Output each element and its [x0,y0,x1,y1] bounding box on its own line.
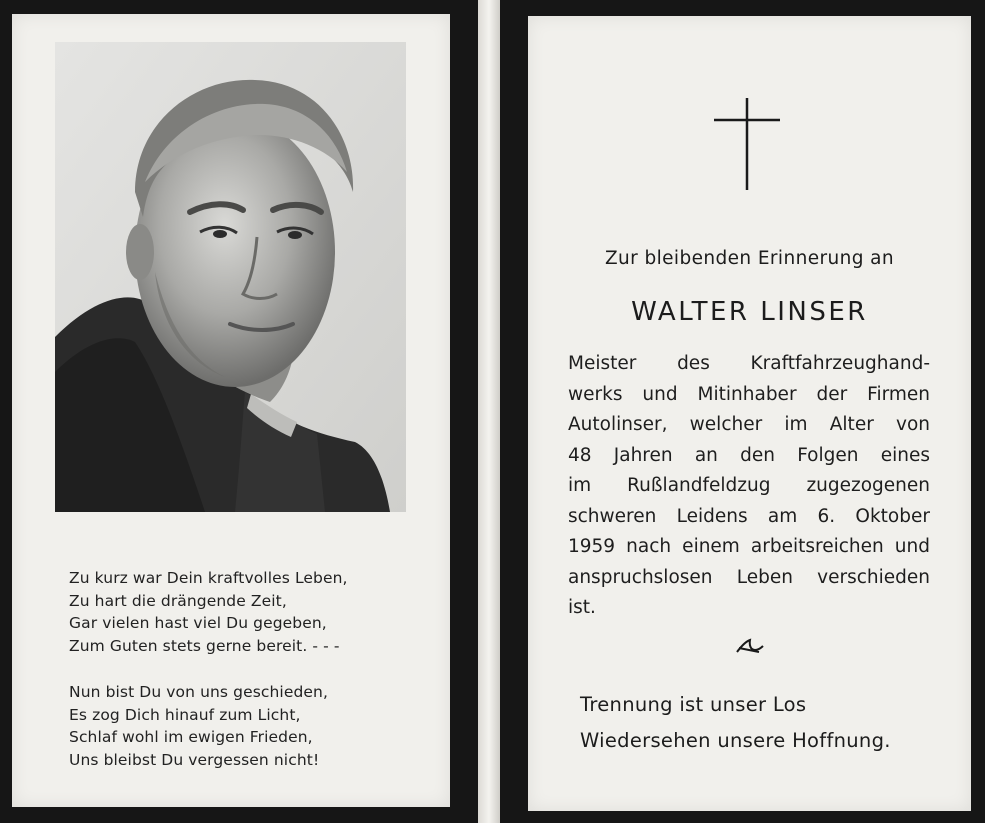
obituary-line: anspruchslosen Leben verschieden [568,566,930,588]
obituary-line: im Rußlandfeldzug zugezogenen [568,475,930,496]
ornament-icon [735,638,765,656]
poem-line: Schlaf wohl im ewigen Frieden, [69,728,313,746]
obituary-line: ist. [568,597,596,618]
closing-line: Trennung ist unser Los [580,693,807,716]
left-card [12,14,450,807]
portrait-photo [55,42,406,512]
deceased-name: WALTER LINSER [631,297,868,327]
poem-stanza-1 [69,567,348,657]
obituary-text [568,349,930,624]
poem-line: Gar vielen hast viel Du gegeben, [69,614,327,632]
obituary-line: Autolinser, welcher im Alter von [568,414,930,435]
obituary-line: 48 Jahren an den Folgen eines [568,444,930,466]
card-fold-strip [478,0,500,823]
portrait-photo-icon [55,42,406,512]
memorial-intro: Zur bleibenden Erinnerung an [604,248,895,269]
closing-line: Wiedersehen unsere Hoffnung. [580,729,891,752]
right-card [528,16,971,811]
poem-line: Zu hart die drängende Zeit, [69,591,287,610]
obituary-line: schweren Leidens am 6. Oktober [568,505,930,527]
obituary-line: Meister des Kraftfahrzeughand- [568,353,930,374]
obituary-line: 1959 nach einem arbeitsreichen und [568,536,930,557]
poem-line: Zum Guten stets gerne bereit. - - - [69,636,340,655]
poem-stanza-2 [69,681,328,771]
cross-icon [714,98,780,190]
poem-line: Zu kurz war Dein kraftvolles Leben, [69,569,348,587]
poem-line: Uns bleibst Du vergessen nicht! [69,750,320,769]
poem-line: Nun bist Du von uns geschieden, [69,683,329,701]
poem-line: Es zog Dich hinauf zum Licht, [69,705,301,724]
obituary-line: werks und Mitinhaber der Firmen [568,383,930,405]
